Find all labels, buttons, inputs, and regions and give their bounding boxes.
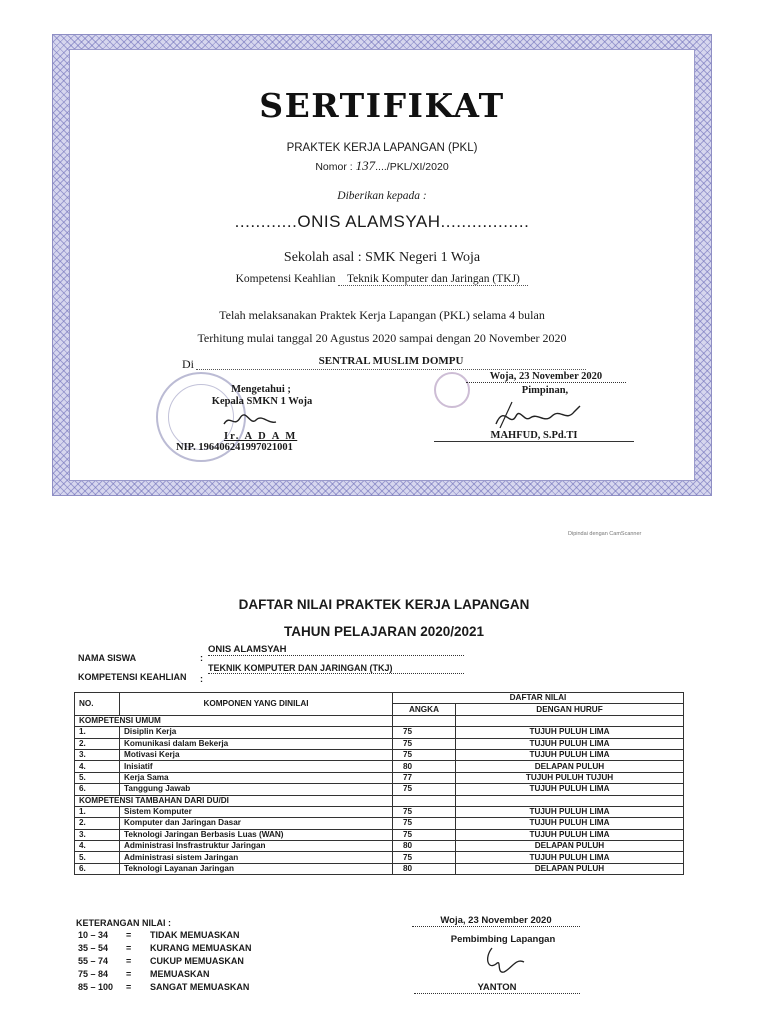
table-header-row xyxy=(75,693,684,704)
legend-item xyxy=(78,982,249,992)
scanner-watermark: Dipindai dengan CamScanner xyxy=(568,531,642,537)
table-row xyxy=(75,818,684,829)
recipient-dots-right: ................. xyxy=(440,212,530,231)
table-row xyxy=(75,806,684,817)
certificate-given-to: Diberikan kepada : xyxy=(337,190,427,202)
row-component: Inisiatif xyxy=(120,761,393,772)
row-score-words: TUJUH PULUH LIMA xyxy=(456,852,684,863)
legend-item xyxy=(78,930,240,940)
legend-range: 75 – 84 xyxy=(78,969,109,979)
section-empty-cell xyxy=(456,795,684,806)
certificate-inner-panel xyxy=(69,49,695,481)
row-score: 80 xyxy=(393,761,456,772)
certificate-number-suffix: ..../PKL/XI/2020 xyxy=(375,161,449,173)
row-component: Administrasi sistem Jaringan xyxy=(120,852,393,863)
certificate-number-value: 137 xyxy=(355,158,376,173)
row-component: Administrasi Insfrastruktur Jaringan xyxy=(120,841,393,852)
section-empty-cell xyxy=(393,715,456,726)
row-number: 5. xyxy=(75,772,120,783)
row-component: Tanggung Jawab xyxy=(120,784,393,795)
section-empty-cell xyxy=(456,715,684,726)
row-score-words: DELAPAN PULUH xyxy=(456,761,684,772)
row-score-words: TUJUH PULUH LIMA xyxy=(456,727,684,738)
table-row xyxy=(75,761,684,772)
legend-range: 85 – 100 xyxy=(78,982,114,992)
certificate-school: Sekolah asal : SMK Negeri 1 Woja xyxy=(283,250,481,265)
acknowledged-label: Mengetahui ; xyxy=(231,384,291,395)
row-number: 3. xyxy=(75,829,120,840)
grade-sheet-year: TAHUN PELAJARAN 2020/2021 xyxy=(283,624,485,639)
certificate-competence xyxy=(70,273,694,286)
competence-label: KOMPETENSI KEAHLIAN xyxy=(78,672,187,682)
certificate xyxy=(52,34,712,496)
legend-equals: = xyxy=(126,969,132,979)
table-row xyxy=(75,727,684,738)
row-number: 2. xyxy=(75,738,120,749)
legend-range: 10 – 34 xyxy=(78,930,109,940)
competence-label: Kompetensi Keahlian xyxy=(235,273,336,285)
row-component: Komunikasi dalam Bekerja xyxy=(120,738,393,749)
row-score: 77 xyxy=(393,772,456,783)
certificate-statement-line1: Telah melaksanakan Praktek Kerja Lapangan (PKL) selama 4 bulan xyxy=(219,308,545,322)
legend-label: TIDAK MEMUASKAN xyxy=(150,930,240,940)
row-number: 2. xyxy=(75,818,120,829)
header-number: ANGKA xyxy=(393,704,456,715)
legend-equals: = xyxy=(126,982,132,992)
grade-sheet-title: DAFTAR NILAI PRAKTEK KERJA LAPANGAN xyxy=(238,597,530,612)
row-score: 75 xyxy=(393,738,456,749)
header-component: KOMPONEN YANG DINILAI xyxy=(120,693,393,716)
certificate-number xyxy=(70,158,694,174)
row-number: 4. xyxy=(75,841,120,852)
school-head-signature xyxy=(220,408,280,432)
row-score: 75 xyxy=(393,829,456,840)
student-name-value: ONIS ALAMSYAH xyxy=(208,644,464,656)
table-row xyxy=(75,841,684,852)
row-component: Motivasi Kerja xyxy=(120,749,393,760)
row-number: 4. xyxy=(75,761,120,772)
certificate-title: SERTIFIKAT xyxy=(259,86,505,125)
table-section-row xyxy=(75,715,684,726)
supervisor-title: Pembimbing Lapangan xyxy=(450,934,556,945)
table-row xyxy=(75,738,684,749)
company-leader-signature xyxy=(490,398,590,432)
row-score-words: DELAPAN PULUH xyxy=(456,863,684,874)
legend-label: KURANG MEMUASKAN xyxy=(150,943,252,953)
table-row xyxy=(75,784,684,795)
row-score-words: TUJUH PULUH TUJUH xyxy=(456,772,684,783)
row-score: 75 xyxy=(393,749,456,760)
section-title: KOMPETENSI UMUM xyxy=(75,715,393,726)
competence-value: Teknik Komputer dan Jaringan (TKJ) xyxy=(338,273,528,286)
row-number: 3. xyxy=(75,749,120,760)
school-head-nip: NIP. 196406241997021001 xyxy=(176,442,293,453)
row-component: Sistem Komputer xyxy=(120,806,393,817)
row-score-words: TUJUH PULUH LIMA xyxy=(456,818,684,829)
row-score: 80 xyxy=(393,841,456,852)
row-score: 75 xyxy=(393,818,456,829)
row-score: 75 xyxy=(393,727,456,738)
row-score-words: DELAPAN PULUH xyxy=(456,841,684,852)
certificate-place-value: SENTRAL MUSLIM DOMPU xyxy=(196,355,586,370)
school-head-name: Ir. A D A M xyxy=(224,431,298,442)
table-row xyxy=(75,863,684,874)
row-score: 75 xyxy=(393,806,456,817)
legend-label: SANGAT MEMUASKAN xyxy=(150,982,250,992)
row-score: 80 xyxy=(393,863,456,874)
student-name-label: NAMA SISWA xyxy=(78,653,137,663)
row-component: Teknologi Jaringan Berbasis Luas (WAN) xyxy=(120,829,393,840)
legend-equals: = xyxy=(126,930,132,940)
legend-item xyxy=(78,943,252,953)
legend-label: MEMUASKAN xyxy=(150,969,210,979)
row-score-words: TUJUH PULUH LIMA xyxy=(456,784,684,795)
row-number: 5. xyxy=(75,852,120,863)
row-number: 6. xyxy=(75,863,120,874)
recipient-dots-left: ............ xyxy=(234,212,298,231)
school-head-title: Kepala SMKN 1 Woja xyxy=(211,396,313,407)
legend-range: 55 – 74 xyxy=(78,956,109,966)
header-scores: DAFTAR NILAI xyxy=(393,693,684,704)
grades-body xyxy=(75,715,684,874)
grade-sheet-sign-date: Woja, 23 November 2020 xyxy=(412,915,580,927)
legend-label: CUKUP MEMUASKAN xyxy=(150,956,244,966)
legend-range: 35 – 54 xyxy=(78,943,109,953)
row-component: Teknologi Layanan Jaringan xyxy=(120,863,393,874)
certificate-statement-line2: Terhitung mulai tanggal 20 Agustus 2020 sampai dengan 20 November 2020 xyxy=(197,331,567,345)
row-score: 75 xyxy=(393,852,456,863)
grades-table xyxy=(74,692,684,875)
company-leader-name: MAHFUD, S.Pd.TI xyxy=(434,430,634,442)
supervisor-signature xyxy=(478,944,538,978)
recipient-name: ONIS ALAMSYAH xyxy=(297,212,441,231)
company-stamp xyxy=(434,372,470,408)
table-section-row xyxy=(75,795,684,806)
supervisor-name: YANTON xyxy=(414,982,580,994)
certificate-sign-date: Woja, 23 November 2020 xyxy=(466,371,626,383)
legend-equals: = xyxy=(126,943,132,953)
row-number: 1. xyxy=(75,727,120,738)
row-score-words: TUJUH PULUH LIMA xyxy=(456,829,684,840)
header-words: DENGAN HURUF xyxy=(456,704,684,715)
legend-equals: = xyxy=(126,956,132,966)
legend-item xyxy=(78,956,244,966)
competence-value: TEKNIK KOMPUTER DAN JARINGAN (TKJ) xyxy=(208,663,464,674)
table-row xyxy=(75,829,684,840)
row-score: 75 xyxy=(393,784,456,795)
section-title: KOMPETENSI TAMBAHAN DARI DU/DI xyxy=(75,795,393,806)
certificate-subtitle: PRAKTEK KERJA LAPANGAN (PKL) xyxy=(286,142,478,154)
certificate-place-label: Di xyxy=(182,357,194,371)
row-score-words: TUJUH PULUH LIMA xyxy=(456,749,684,760)
legend-item xyxy=(78,969,210,979)
row-number: 6. xyxy=(75,784,120,795)
certificate-recipient xyxy=(70,212,694,232)
student-name-colon: : xyxy=(200,653,203,663)
table-row xyxy=(75,749,684,760)
table-row xyxy=(75,852,684,863)
row-score-words: TUJUH PULUH LIMA xyxy=(456,806,684,817)
table-row xyxy=(75,772,684,783)
row-component: Kerja Sama xyxy=(120,772,393,783)
section-empty-cell xyxy=(393,795,456,806)
row-component: Komputer dan Jaringan Dasar xyxy=(120,818,393,829)
competence-colon: : xyxy=(200,674,203,684)
certificate-number-prefix: Nomor : xyxy=(315,161,356,173)
row-component: Disiplin Kerja xyxy=(120,727,393,738)
company-leader-title: Pimpinan, xyxy=(521,385,569,396)
header-no: NO. xyxy=(75,693,120,716)
row-score-words: TUJUH PULUH LIMA xyxy=(456,738,684,749)
row-number: 1. xyxy=(75,806,120,817)
legend-title: KETERANGAN NILAI : xyxy=(76,918,171,928)
